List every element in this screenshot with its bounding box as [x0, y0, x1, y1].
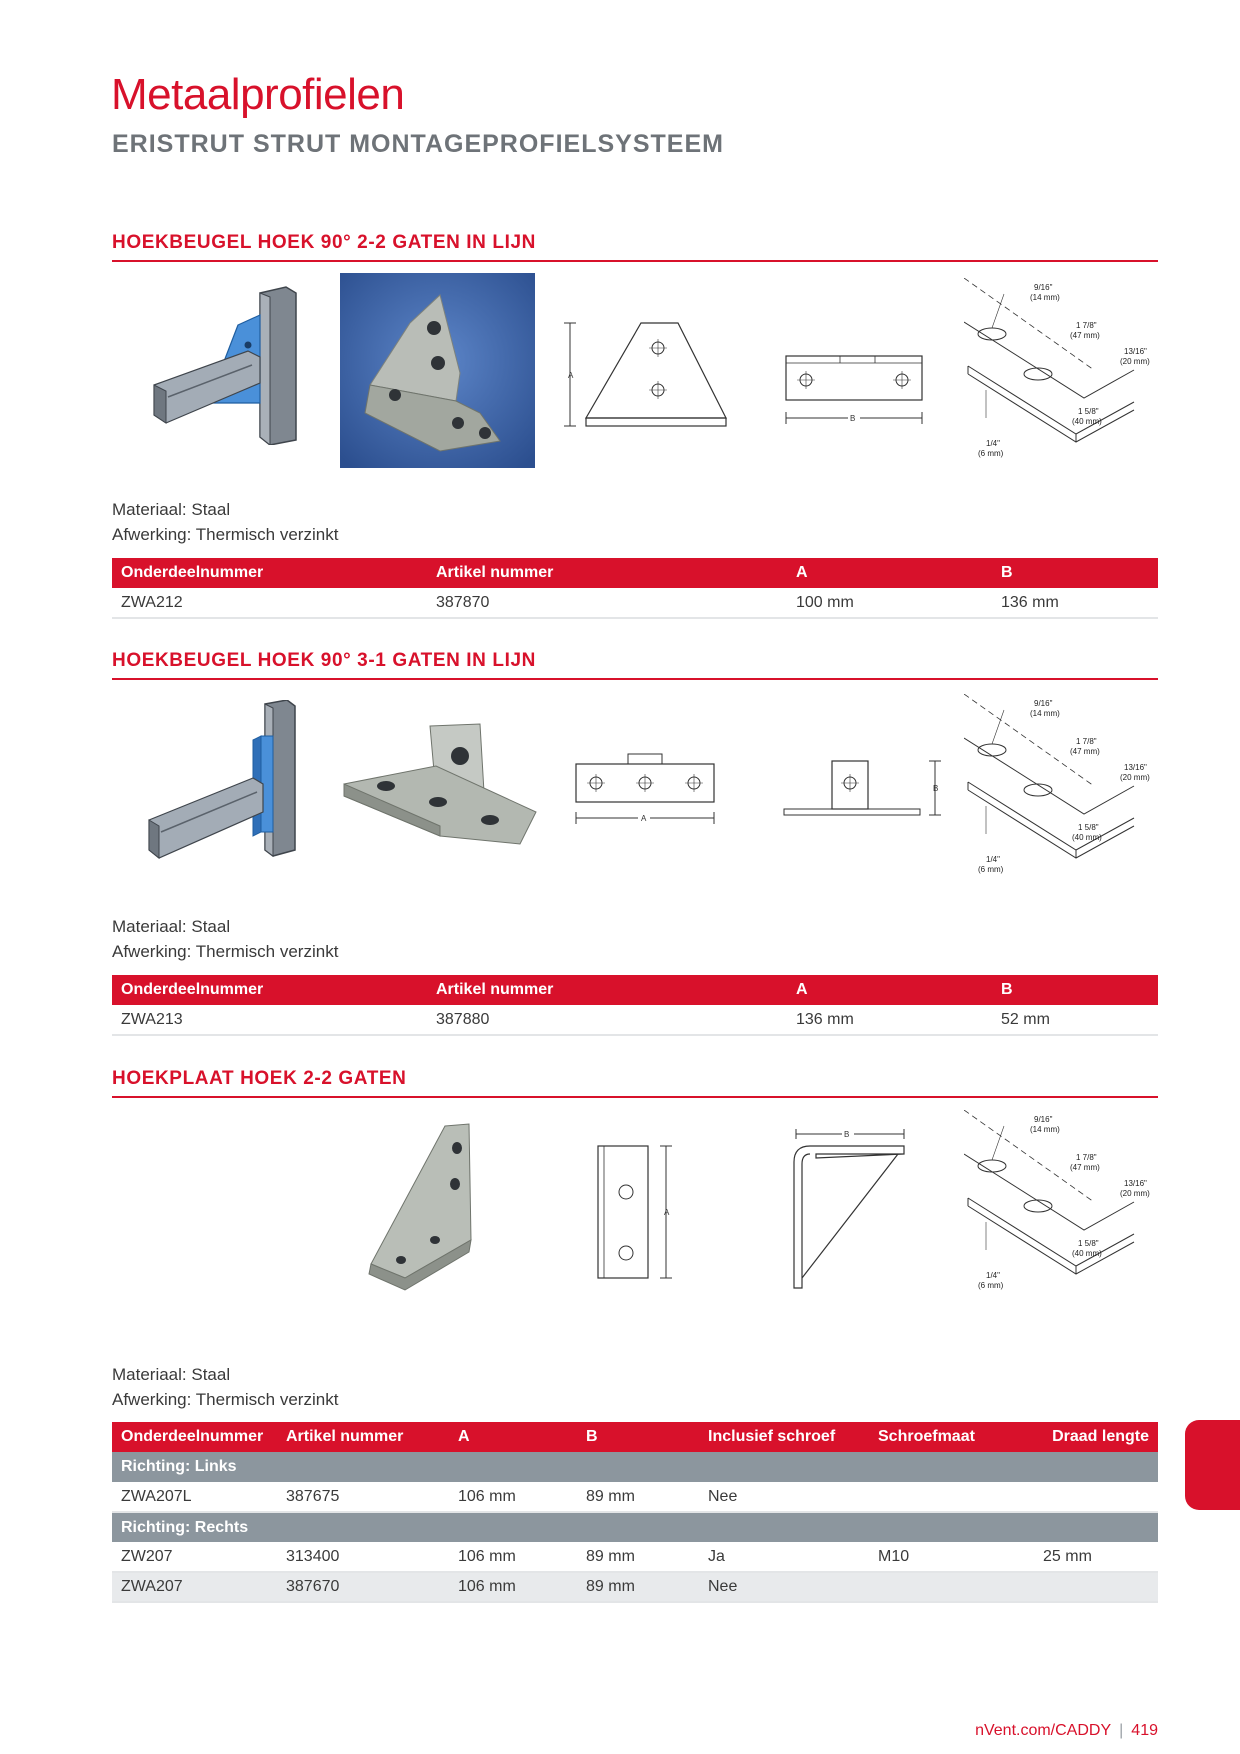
spec-block-2 [112, 914, 338, 964]
table-row [112, 1005, 1158, 1035]
svg-text:9/16": 9/16" [1034, 699, 1053, 708]
cell-screw-size [869, 1482, 1034, 1512]
group-label: Richting: Links [112, 1452, 1158, 1482]
dim-label-a: A [568, 371, 574, 380]
svg-text:(14 mm): (14 mm) [1030, 293, 1060, 302]
cell-screw-included: Ja [699, 1542, 869, 1572]
svg-text:(47 mm): (47 mm) [1070, 331, 1100, 340]
svg-text:1 5/8": 1 5/8" [1078, 1239, 1099, 1248]
bracket-3d-render-1 [148, 285, 308, 445]
svg-text:(6 mm): (6 mm) [978, 865, 1004, 874]
cell-screw-size: M10 [869, 1542, 1034, 1572]
chapter-side-tab [1185, 1420, 1240, 1510]
corner-plate-3d-render [365, 1122, 475, 1292]
svg-text:13/16": 13/16" [1124, 1179, 1147, 1188]
svg-text:(40 mm): (40 mm) [1072, 833, 1102, 842]
table-row [112, 1572, 1158, 1602]
cell-b: 89 mm [577, 1542, 699, 1572]
col-header-a: A [787, 975, 992, 1005]
material-text-3: Materiaal: Staal [112, 1365, 231, 1384]
svg-text:9/16": 9/16" [1034, 1115, 1053, 1124]
table-row [112, 1542, 1158, 1572]
cell-a: 106 mm [449, 1572, 577, 1602]
col-header-a: A [449, 1422, 577, 1452]
cell-a: 106 mm [449, 1482, 577, 1512]
svg-text:13/16": 13/16" [1124, 347, 1147, 356]
svg-text:(14 mm): (14 mm) [1030, 1125, 1060, 1134]
table-row [112, 588, 1158, 618]
cell-article: 387675 [277, 1482, 449, 1512]
col-header-article: Artikel nummer [277, 1422, 449, 1452]
col-header-b: B [992, 558, 1158, 588]
finish-text-1: Afwerking: Thermisch verzinkt [112, 525, 339, 544]
col-header-screw-size: Schroefmaat [869, 1422, 1034, 1452]
svg-text:1 5/8": 1 5/8" [1078, 823, 1099, 832]
dimension-drawing-2 [964, 694, 1164, 879]
page-subtitle: ERISTRUT STRUT MONTAGEPROFIELSYSTEEM [112, 130, 724, 158]
svg-text:(6 mm): (6 mm) [978, 449, 1004, 458]
col-header-thread-length: Draad lengte [1034, 1422, 1158, 1452]
svg-text:B: B [844, 1130, 850, 1139]
section-title-1: HOEKBEUGEL HOEK 90° 2-2 GATEN IN LIJN [112, 232, 1158, 262]
page-number: 419 [1131, 1722, 1158, 1739]
col-header-screw-included: Inclusief schroef [699, 1422, 869, 1452]
finish-text-2: Afwerking: Thermisch verzinkt [112, 942, 339, 961]
svg-text:(40 mm): (40 mm) [1072, 1249, 1102, 1258]
col-header-b: B [577, 1422, 699, 1452]
dimension-drawing-3 [964, 1110, 1164, 1295]
svg-text:1/4": 1/4" [986, 855, 1000, 864]
svg-text:(40 mm): (40 mm) [1072, 417, 1102, 426]
finish-text-3: Afwerking: Thermisch verzinkt [112, 1390, 339, 1409]
svg-text:A: A [641, 814, 647, 823]
cell-screw-included: Nee [699, 1482, 869, 1512]
page-title: Metaalprofielen [111, 70, 405, 119]
table-header-row [112, 1422, 1158, 1452]
group-row-right [112, 1512, 1158, 1542]
col-header-article: Artikel nummer [427, 975, 787, 1005]
col-header-article: Artikel nummer [427, 558, 787, 588]
cell-a: 106 mm [449, 1542, 577, 1572]
footer-website-link[interactable]: nVent.com/CADDY [975, 1722, 1112, 1739]
group-label: Richting: Rechts [112, 1512, 1158, 1542]
corner-plate-drawing-side [780, 1128, 915, 1293]
cell-part: ZWA212 [112, 588, 427, 618]
dimension-drawing-1 [964, 278, 1164, 463]
bracket-drawing-side-2 [780, 755, 950, 820]
cell-b: 52 mm [992, 1005, 1158, 1035]
svg-text:1 7/8": 1 7/8" [1076, 321, 1097, 330]
material-text-2: Materiaal: Staal [112, 917, 231, 936]
cell-part: ZWA207 [112, 1572, 277, 1602]
col-header-a: A [787, 558, 992, 588]
svg-text:1 5/8": 1 5/8" [1078, 407, 1099, 416]
footer-separator: | [1119, 1722, 1124, 1739]
table-header-row [112, 558, 1158, 588]
bracket-photo [340, 273, 535, 468]
cell-b: 136 mm [992, 588, 1158, 618]
cell-part: ZW207 [112, 1542, 277, 1572]
cell-article: 387870 [427, 588, 787, 618]
svg-text:(47 mm): (47 mm) [1070, 1163, 1100, 1172]
svg-text:1/4": 1/4" [986, 439, 1000, 448]
page-footer [975, 1722, 1158, 1740]
cell-b: 89 mm [577, 1572, 699, 1602]
cell-thread-length [1034, 1482, 1158, 1512]
cell-thread-length: 25 mm [1034, 1542, 1158, 1572]
svg-text:(20 mm): (20 mm) [1120, 1189, 1150, 1198]
dim-label-b: B [850, 414, 856, 423]
bracket-drawing-top-1 [780, 348, 930, 428]
table-header-row [112, 975, 1158, 1005]
svg-text:(47 mm): (47 mm) [1070, 747, 1100, 756]
svg-text:13/16": 13/16" [1124, 763, 1147, 772]
bracket-3d-render-2 [145, 700, 315, 860]
cell-article: 387880 [427, 1005, 787, 1035]
col-header-part: Onderdeelnummer [112, 558, 427, 588]
cell-part: ZWA207L [112, 1482, 277, 1512]
cell-screw-included: Nee [699, 1572, 869, 1602]
col-header-b: B [992, 975, 1158, 1005]
table-row [112, 1482, 1158, 1512]
col-header-part: Onderdeelnummer [112, 1422, 277, 1452]
cell-b: 89 mm [577, 1482, 699, 1512]
product-table-1 [112, 558, 1158, 619]
cell-article: 313400 [277, 1542, 449, 1572]
bracket-drawing-front-1 [556, 318, 736, 430]
cell-article: 387670 [277, 1572, 449, 1602]
spec-block-3 [112, 1362, 338, 1412]
product-table-2 [112, 975, 1158, 1036]
col-header-part: Onderdeelnummer [112, 975, 427, 1005]
cell-a: 136 mm [787, 1005, 992, 1035]
svg-text:(6 mm): (6 mm) [978, 1281, 1004, 1290]
svg-text:(20 mm): (20 mm) [1120, 773, 1150, 782]
svg-text:(20 mm): (20 mm) [1120, 357, 1150, 366]
cell-screw-size [869, 1572, 1034, 1602]
spec-block-1 [112, 497, 338, 547]
corner-plate-drawing-front [590, 1140, 680, 1285]
svg-text:B: B [933, 784, 939, 793]
section-title-3: HOEKPLAAT HOEK 2-2 GATEN [112, 1068, 1158, 1098]
cell-a: 100 mm [787, 588, 992, 618]
svg-text:A: A [664, 1208, 670, 1217]
material-text-1: Materiaal: Staal [112, 500, 231, 519]
group-row-left [112, 1452, 1158, 1482]
bracket-3d-render-3-1 [340, 722, 540, 852]
svg-text:1/4": 1/4" [986, 1271, 1000, 1280]
cell-part: ZWA213 [112, 1005, 427, 1035]
cell-thread-length [1034, 1572, 1158, 1602]
svg-text:(14 mm): (14 mm) [1030, 709, 1060, 718]
product-table-3 [112, 1422, 1158, 1603]
bracket-drawing-top-2 [570, 752, 720, 832]
svg-text:1 7/8": 1 7/8" [1076, 737, 1097, 746]
svg-text:1 7/8": 1 7/8" [1076, 1153, 1097, 1162]
section-title-2: HOEKBEUGEL HOEK 90° 3-1 GATEN IN LIJN [112, 650, 1158, 680]
svg-text:9/16": 9/16" [1034, 283, 1053, 292]
